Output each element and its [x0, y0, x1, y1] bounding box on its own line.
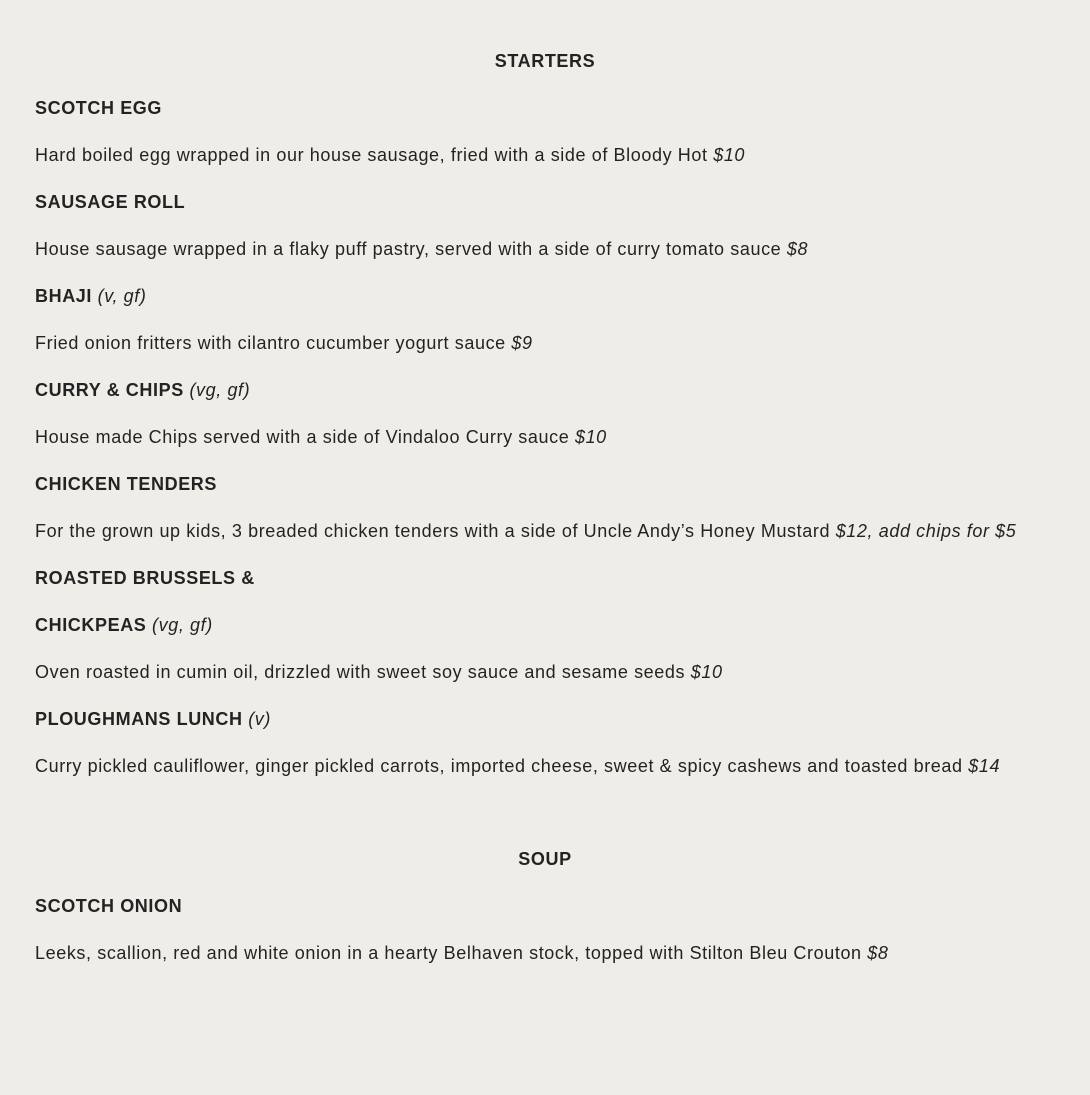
item-price: $10 [574, 427, 607, 447]
item-price: $10 [690, 662, 723, 682]
item-price: $14 [968, 756, 1001, 776]
menu-item-name [35, 282, 1055, 311]
item-price: $8 [786, 239, 809, 259]
item-name-ploughmans-lunch: PLOUGHMANS LUNCH [35, 709, 243, 729]
item-name-scotch-egg: SCOTCH EGG [35, 98, 163, 118]
item-price: $9 [511, 333, 533, 353]
dietary-tag: (vg, gf) [152, 615, 213, 635]
item-name-roasted-brussels: ROASTED BRUSSELS & [35, 568, 255, 588]
item-name-chicken-tenders: CHICKEN TENDERS [35, 474, 218, 494]
menu-item-description [35, 939, 1055, 968]
dietary-tag: (v) [248, 709, 271, 729]
item-price: $10 [713, 145, 746, 165]
section-title-starters: STARTERS [494, 51, 596, 71]
menu-item-name [35, 892, 1055, 921]
menu-item-name [35, 94, 1055, 123]
item-price: $12, add chips for $5 [835, 521, 1017, 541]
item-price: $8 [867, 943, 889, 963]
dietary-tag: (vg, gf) [189, 380, 251, 400]
menu-item-description [35, 141, 1055, 170]
menu-item-description [35, 752, 1055, 781]
item-desc-text: Oven roasted in cumin oil, drizzled with sweet soy sauce and sesame seeds [35, 662, 686, 682]
dietary-tag: (v, gf) [97, 286, 147, 306]
menu-item-description [35, 235, 1055, 264]
menu-item-name [35, 376, 1055, 405]
menu-item-name [35, 611, 1055, 640]
item-desc-text: For the grown up kids, 3 breaded chicken tenders with a side of Uncle Andy’s Honey Mustard [35, 521, 831, 541]
item-desc-text: Hard boiled egg wrapped in our house sausage, fried with a side of Bloody Hot [35, 145, 708, 165]
item-desc-text: Leeks, scallion, red and white onion in a hearty Belhaven stock, topped with Stilton Bleu Crouton [35, 943, 862, 963]
section-title-soup: SOUP [518, 849, 572, 869]
item-desc-text: House sausage wrapped in a flaky puff pastry, served with a side of curry tomato sauce [35, 239, 782, 259]
item-name-bhaji: BHAJI [35, 286, 93, 306]
menu-document [35, 0, 1055, 968]
item-name-chickpeas: CHICKPEAS [35, 615, 147, 635]
menu-item-description [35, 658, 1055, 687]
menu-item-name [35, 470, 1055, 499]
item-name-sausage-roll: SAUSAGE ROLL [35, 192, 186, 212]
item-name-scotch-onion: SCOTCH ONION [35, 896, 183, 916]
menu-item-name [35, 705, 1055, 734]
menu-item-name-line1 [35, 564, 1055, 593]
item-desc-text: Fried onion fritters with cilantro cucumber yogurt sauce [35, 333, 506, 353]
item-desc-text: Curry pickled cauliflower, ginger pickled carrots, imported cheese, sweet & spicy cashews and toasted bread [35, 756, 963, 776]
menu-item-name [35, 188, 1055, 217]
menu-item-description [35, 423, 1055, 452]
menu-item-description [35, 329, 1055, 358]
item-desc-text: House made Chips served with a side of Vindaloo Curry sauce [35, 427, 570, 447]
item-name-curry-chips: CURRY & CHIPS [35, 380, 184, 400]
menu-item-description [35, 517, 1055, 546]
